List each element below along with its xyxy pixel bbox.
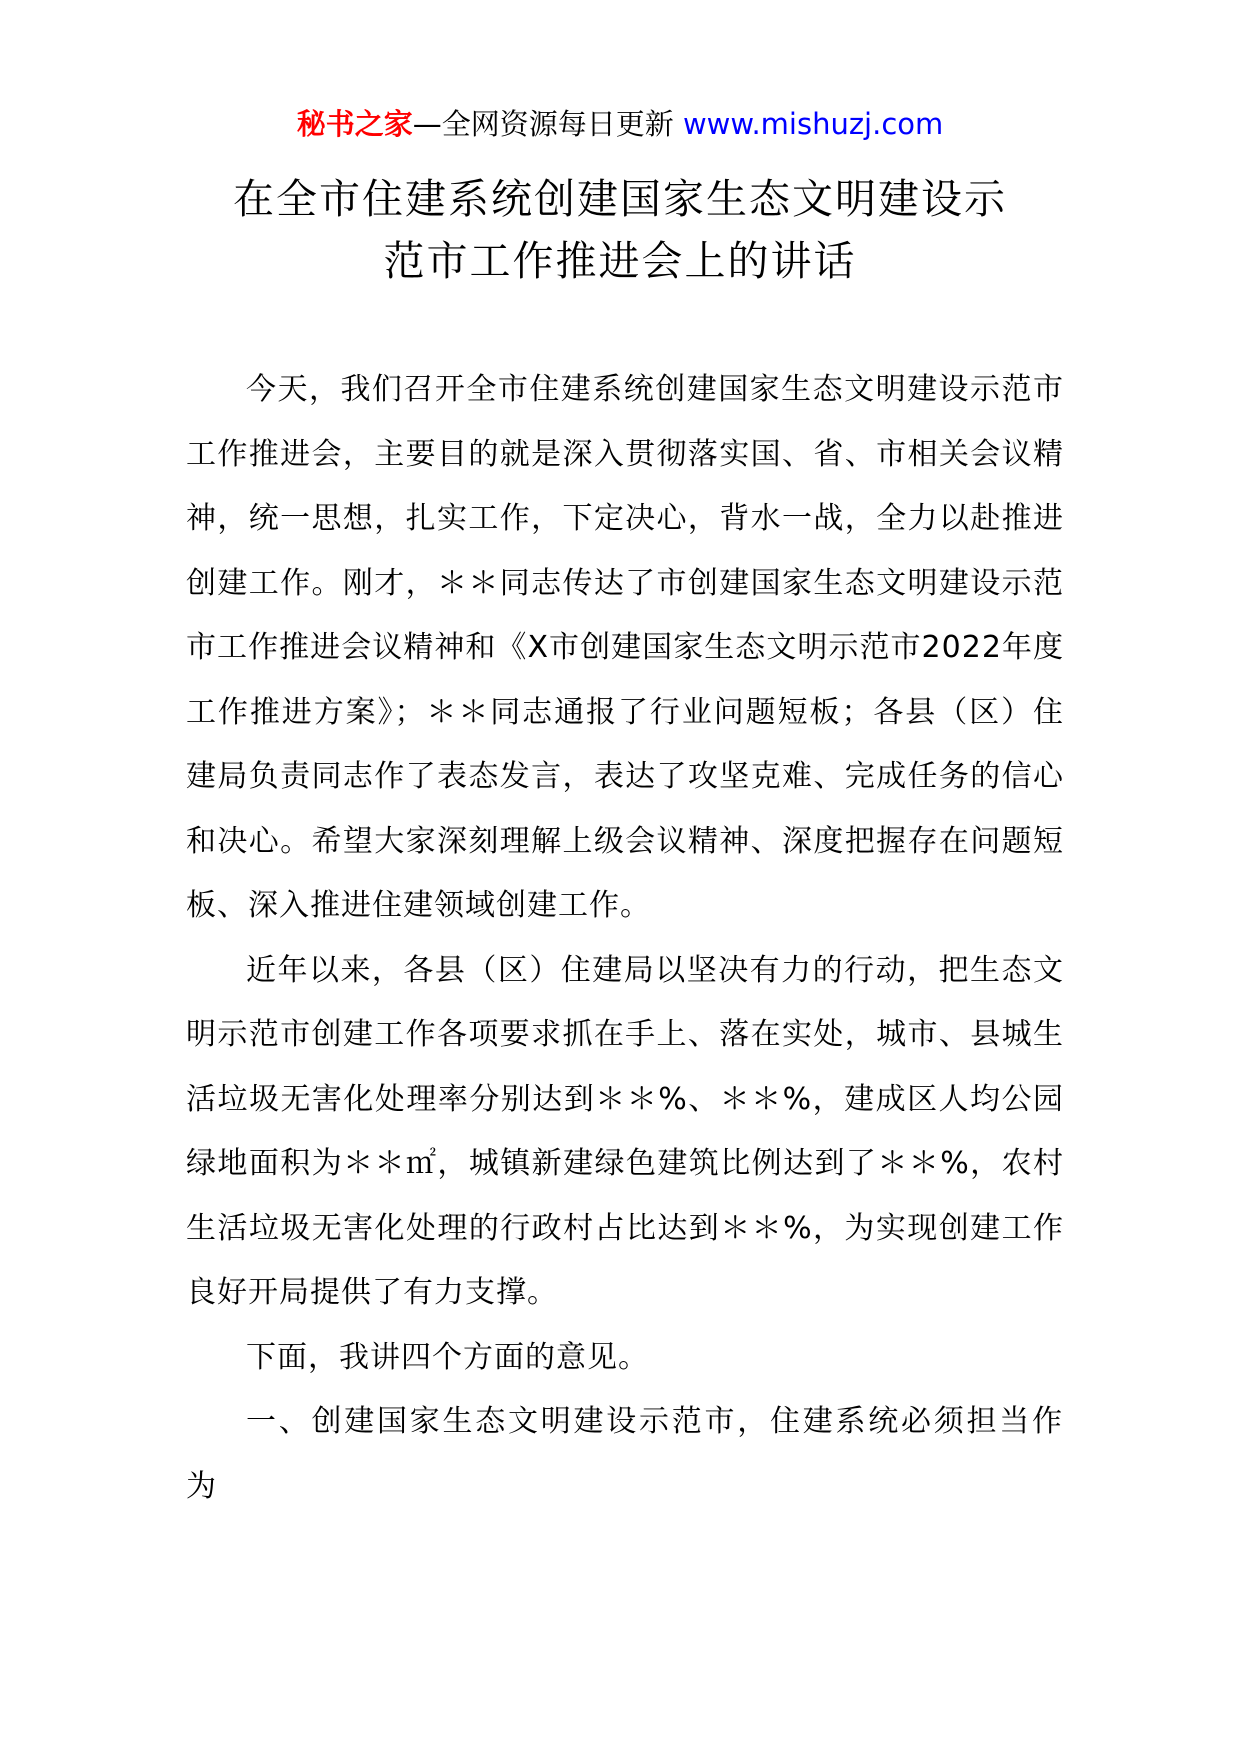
paragraph-outline: 下面，我讲四个方面的意见。 xyxy=(246,1339,649,1375)
section-heading-1: 一、创建国家生态文明建设示范市，住建系统必须担当作为 xyxy=(186,1404,1064,1504)
title-line-2: 范市工作推进会上的讲话 xyxy=(383,237,857,285)
title-line-1: 在全市住建系统创建国家生态文明建设示 xyxy=(233,175,1007,223)
paragraph-achievements: 近年以来，各县（区）住建局以坚决有力的行动，把生态文明示范市创建工作各项要求抓在手上、落在实处，城市、县城生活垃圾无害化处理率分别达到＊＊%、＊＊%，建成区人均公园绿地面积为＊＊㎡，城镇新建绿色建筑比例达到了＊＊%，农村生活垃圾无害化处理的行政村占比达到＊＊%，为实现创建工作良好开局提供了有力支撑。 xyxy=(186,952,1064,1310)
banner-tagline: —全网资源每日更新 xyxy=(412,107,683,141)
paragraph-intro: 今天，我们召开全市住建系统创建国家生态文明建设示范市工作推进会，主要目的就是深入贯彻落实国、省、市相关会议精神，统一思想，扎实工作，下定决心，背水一战，全力以赴推进创建工作。刚才，＊＊同志传达了市创建国家生态文明建设示范市工作推进会议精神和《X市创建国家生态文明示范市2022年度工作推进方案》；＊＊同志通报了行业问题短板；各县（区）住建局负责同志作了表态发言，表达了攻坚克难、完成任务的信心和决心。希望大家深刻理解上级会议精神、深度把握存在问题短板、深入推进住建领域创建工作。 xyxy=(186,372,1064,923)
site-banner xyxy=(0,104,1240,144)
brand-name: 秘书之家 xyxy=(296,107,413,141)
document-title xyxy=(160,168,1080,292)
site-url-link[interactable]: www.mishuzj.com xyxy=(682,107,944,141)
document-body xyxy=(186,358,1064,1519)
